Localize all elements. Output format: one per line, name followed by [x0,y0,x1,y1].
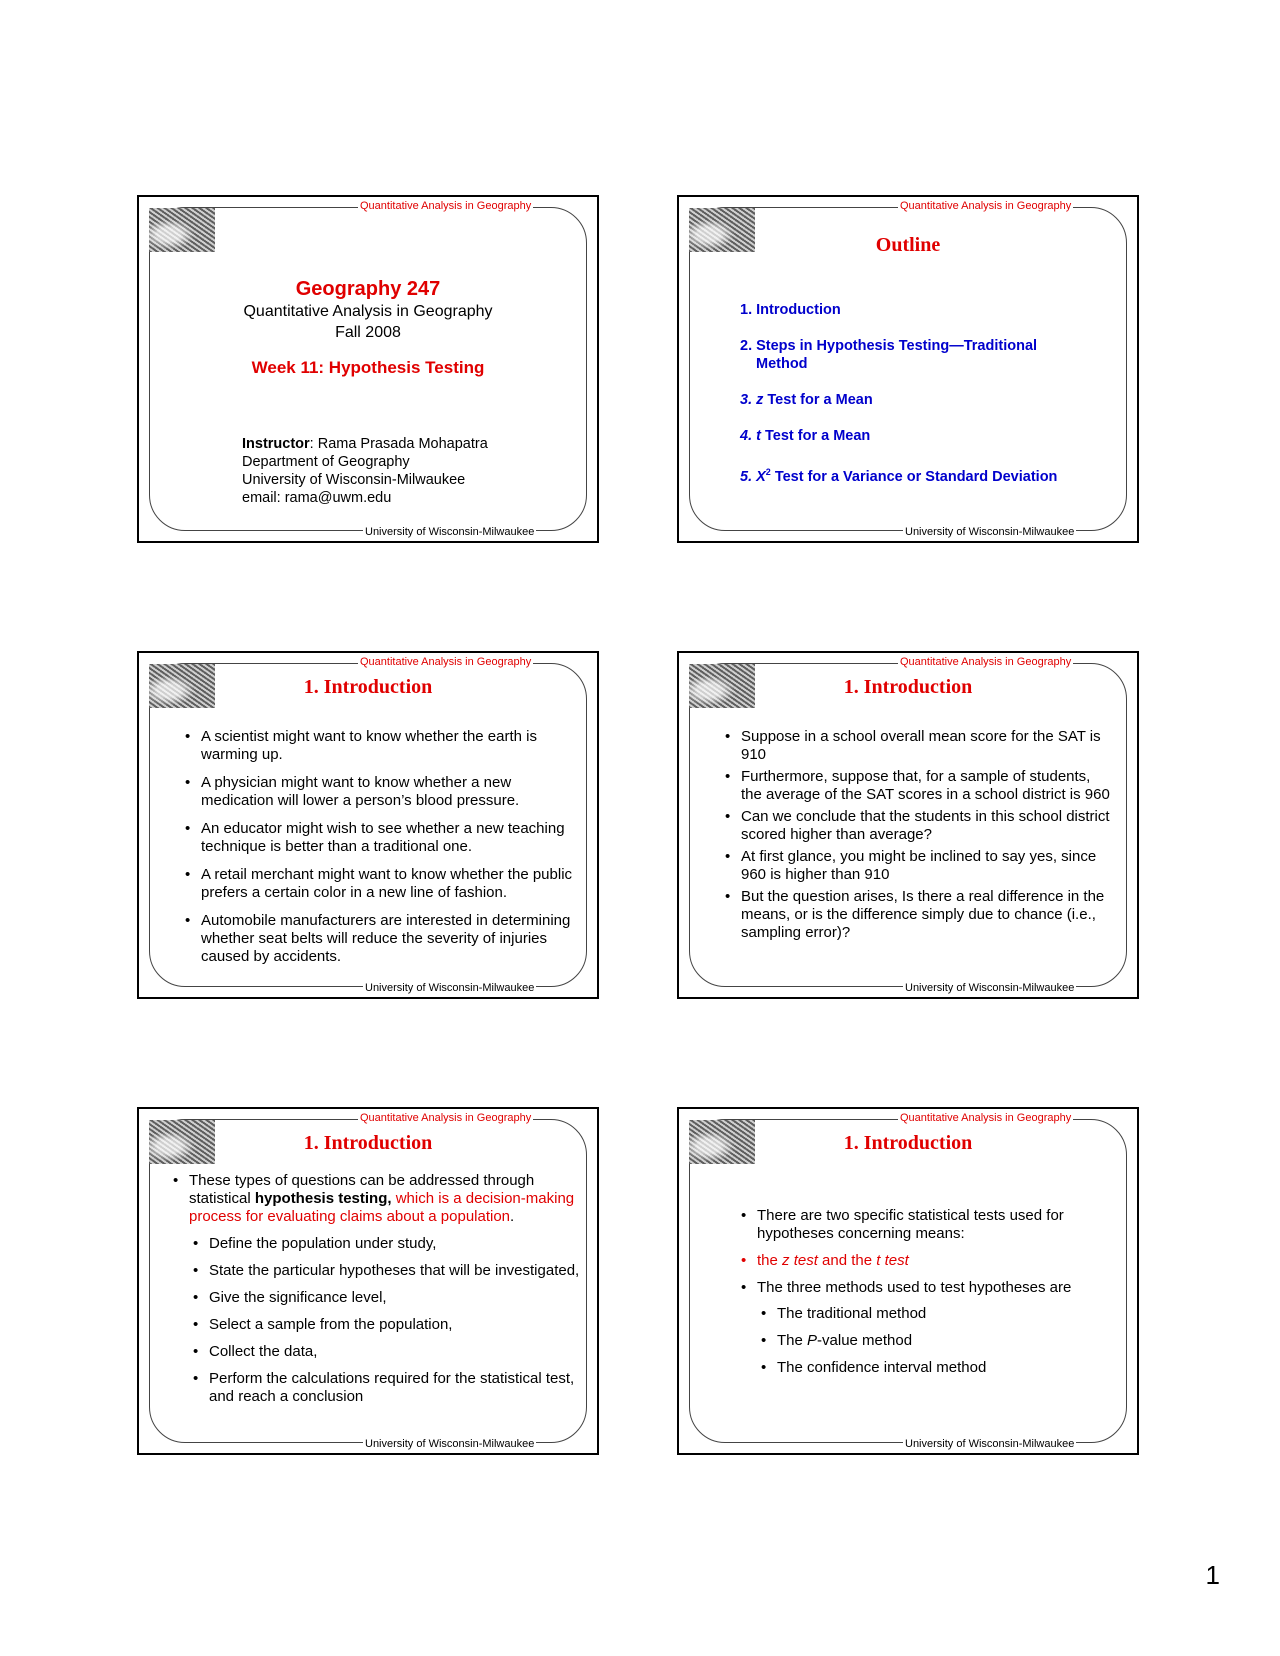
slide-header: Quantitative Analysis in Geography [360,1112,532,1124]
lead-end: . [510,1208,515,1225]
fingerprint-thumbnail-image [689,664,755,708]
department: Department of Geography [242,454,410,470]
outline-item-1: 1. Introduction [740,302,841,318]
list-item: • A retail merchant might want to know whether the public prefers a certain color in a new line of fashion. [183,866,573,902]
university: University of Wisconsin-Milwaukee [242,472,466,488]
outline-item-4-var: t [756,428,761,444]
slide-header: Quantitative Analysis in Geography [360,656,532,668]
list-item: • An educator might wish to see whether a new teaching technique is better than a traditional one. [183,820,573,856]
sub-bullet-list [759,1305,1109,1377]
list-item: • State the particular hypotheses that will be investigated, [191,1262,581,1280]
outline-item-5 [740,463,1057,486]
title-block [139,277,597,378]
z-test-text: z test [782,1252,818,1269]
slide-footer: University of Wisconsin-Milwaukee [365,982,535,994]
pvalue-p: P [807,1332,818,1349]
outline-item-5-var: X [756,468,766,485]
slide-title: 1. Introduction [303,1132,433,1154]
fingerprint-thumbnail-image [689,208,755,252]
list-item: • Collect the data, [191,1343,581,1361]
list-item: • At first glance, you might be inclined to say yes, since 960 is higher than 910 [723,848,1113,884]
instructor-line [242,435,488,453]
lead-bold: hypothesis testing, [254,1190,392,1207]
slide-title: Outline [875,234,941,256]
lead-highlight: which is a decision-making process for evaluating claims about a population [189,1190,575,1225]
slide-footer: University of Wisconsin-Milwaukee [365,1438,535,1450]
instructor-block [242,435,488,507]
slide-header: Quantitative Analysis in Geography [900,1112,1072,1124]
slide-header: Quantitative Analysis in Geography [900,200,1072,212]
list-item: • A scientist might want to know whether the earth is warming up. [183,728,573,764]
slide-3 [137,651,599,999]
list-item-lead [171,1172,581,1226]
list-item: • There are two specific statistical tests used for hypotheses concerning means: [739,1207,1109,1243]
slide-title: 1. Introduction [843,1132,973,1154]
list-item: • Can we conclude that the students in this school district scored higher than average? [723,808,1113,844]
outline-item-5-sup: 2 [765,467,771,477]
list-item: • A physician might want to know whether a new medication will lower a person’s blood pressure. [183,774,573,810]
outline-item-2 [740,337,1057,373]
list-item-tests [739,1252,1109,1270]
slide-footer: University of Wisconsin-Milwaukee [905,526,1075,538]
slide-title: 1. Introduction [303,676,433,698]
fingerprint-thumbnail-image [149,1120,215,1164]
bullet-list [723,728,1113,942]
instructor-name: : Rama Prasada Mohapatra [309,436,488,452]
outline-item-4-num: 4. [740,428,757,444]
outline-item-4-text: Test for a Mean [760,428,871,444]
outline-list [740,301,1057,486]
list-item: • Give the significance level, [191,1289,581,1307]
tests-text-b: and the [817,1252,877,1269]
slide-4 [677,651,1139,999]
list-item: • The three methods used to test hypotheses are [739,1279,1109,1297]
course-title: Geography 247 [295,278,441,300]
slide-1 [137,195,599,543]
outline-item-3 [740,391,1057,409]
t-test-text: t test [876,1252,909,1269]
outline-item-2-line-2: Method [756,356,808,372]
list-item: • But the question arises, Is there a real difference in the means, or is the difference simply due to chance (i.e., sampling error)? [723,888,1113,942]
list-item: • The confidence interval method [759,1359,1109,1377]
outline-item-4 [740,427,1057,445]
list-item-pvalue [759,1332,1109,1350]
slide-title: 1. Introduction [843,676,973,698]
list-item: • The traditional method [759,1305,1109,1323]
week-title: Week 11: Hypothesis Testing [251,358,485,377]
pvalue-text-b: -value method [817,1332,913,1349]
slide-6 [677,1107,1139,1455]
lead-text: These types of questions can be addressed through statistical [189,1172,535,1207]
fingerprint-thumbnail-image [689,1120,755,1164]
list-item: • Furthermore, suppose that, for a sample of students, the average of the SAT scores in a school district is 960 [723,768,1113,804]
fingerprint-thumbnail-image [149,208,215,252]
pvalue-text-a: The [777,1332,808,1349]
course-term: Fall 2008 [335,324,401,341]
bullet-list [739,1207,1109,1297]
main-content [171,1172,581,1406]
slide-header: Quantitative Analysis in Geography [900,656,1072,668]
email: email: rama@uwm.edu [242,490,392,506]
course-subtitle: Quantitative Analysis in Geography [243,303,493,320]
instructor-label: Instructor [242,436,310,452]
sub-bullet-list [191,1235,581,1406]
bullet-list [171,1172,581,1226]
list-item: • Perform the calculations required for the statistical test, and reach a conclusion [191,1370,581,1406]
page-number: 1 [1205,1560,1220,1590]
outline-item-3-text: Test for a Mean [763,392,873,408]
slide-header: Quantitative Analysis in Geography [360,200,532,212]
outline-item-5-num: 5. [740,468,757,485]
list-item: • Suppose in a school overall mean score for the SAT is 910 [723,728,1113,764]
main-content [739,1207,1109,1377]
slide-footer: University of Wisconsin-Milwaukee [905,1438,1075,1450]
outline-item-3-var: z [756,392,764,408]
bullet-list [183,728,573,966]
list-item: • Define the population under study, [191,1235,581,1253]
slide-footer: University of Wisconsin-Milwaukee [365,526,535,538]
slide-2 [677,195,1139,543]
slide-footer: University of Wisconsin-Milwaukee [905,982,1075,994]
outline-item-2-line-1: 2. Steps in Hypothesis Testing—Traditional [740,338,1038,354]
list-item: • Automobile manufacturers are interested in determining whether seat belts will reduce the severity of injuries caused by accidents. [183,912,573,966]
list-item: • Select a sample from the population, [191,1316,581,1334]
slide-5 [137,1107,599,1455]
tests-text-a: the [757,1252,783,1269]
fingerprint-thumbnail-image [149,664,215,708]
outline-item-3-num: 3. [740,392,757,408]
outline-item-5-text: Test for a Variance or Standard Deviation [770,468,1058,485]
